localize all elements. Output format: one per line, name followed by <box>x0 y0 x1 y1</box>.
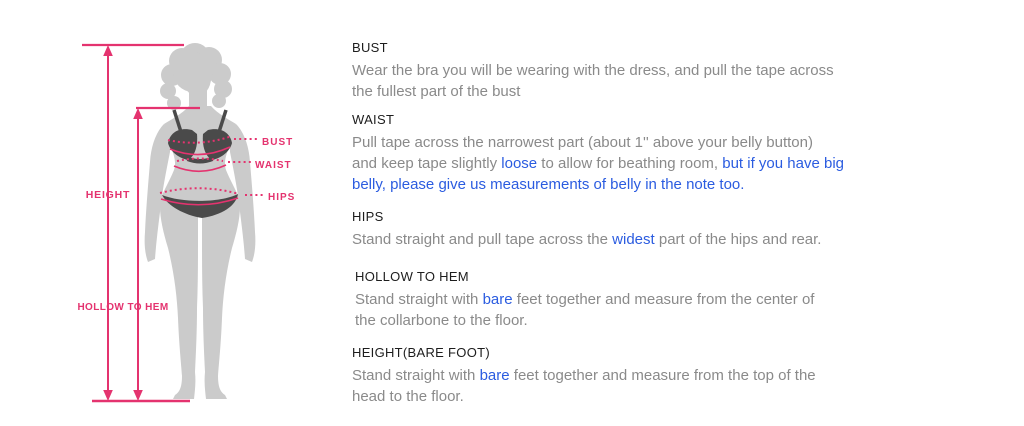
text-segment: Stand straight and pull tape across the <box>352 231 613 248</box>
height-arrow-top <box>103 45 113 56</box>
highlighted-text: belly, please give us measurements of belly in the note too. <box>352 176 745 193</box>
measurement-figure <box>0 0 340 426</box>
height-arrow-bottom <box>103 390 113 401</box>
hollow-arrow-top <box>133 108 143 119</box>
silhouette-right-leg <box>202 196 240 399</box>
highlighted-text: but if you have big <box>722 155 845 172</box>
female-silhouette <box>145 43 256 399</box>
hips-label: HIPS <box>268 192 296 203</box>
section-waist-line-1 <box>352 132 844 153</box>
text-segment: Pull tape across the narrowest part (about 1'' above your belly button) <box>352 134 813 151</box>
hollow-arrow-bottom <box>133 390 143 401</box>
section-waist-heading: WAIST <box>352 112 395 127</box>
text-segment: feet together and measure from the top of the <box>509 367 816 384</box>
text-segment: and keep tape slightly <box>352 155 502 172</box>
silhouette-left-leg <box>160 196 198 399</box>
section-height-line-1 <box>352 365 816 386</box>
highlighted-text: bare <box>482 291 513 308</box>
section-height-line-2 <box>352 386 816 407</box>
section-height-heading: HEIGHT(BARE FOOT) <box>352 345 490 360</box>
section-hips-line-1 <box>352 229 821 250</box>
section-bust-line-1 <box>352 60 834 81</box>
text-segment: Stand straight with <box>355 291 483 308</box>
text-segment: the fullest part of the bust <box>352 83 521 100</box>
section-waist-line-3 <box>352 174 844 195</box>
highlighted-text: bare <box>479 367 510 384</box>
section-waist <box>352 112 844 195</box>
text-segment: feet together and measure from the center of <box>512 291 815 308</box>
section-hips <box>352 209 821 250</box>
hollow-to-hem-label: HOLLOW TO HEM <box>77 302 169 313</box>
section-hips-heading: HIPS <box>352 209 384 224</box>
measurement-figure-panel <box>0 0 340 426</box>
section-hollow-line-2 <box>355 310 814 331</box>
bust-label: BUST <box>262 137 294 148</box>
section-hollow-line-1 <box>355 289 814 310</box>
text-segment: head to the floor. <box>352 388 464 405</box>
waist-label: WAIST <box>255 160 292 171</box>
instructions-panel <box>352 0 912 426</box>
section-waist-line-2 <box>352 153 844 174</box>
height-label: HEIGHT <box>85 189 131 201</box>
highlighted-text: widest <box>612 231 655 248</box>
text-segment: to allow for beathing room, <box>537 155 723 172</box>
text-segment: Stand straight with <box>352 367 480 384</box>
text-segment: Wear the bra you will be wearing with the dress, and pull the tape across <box>352 62 834 79</box>
section-bust-line-2 <box>352 81 834 102</box>
section-bust <box>352 40 834 102</box>
text-segment: part of the hips and rear. <box>654 231 822 248</box>
text-segment: the collarbone to the floor. <box>355 312 528 329</box>
measurement-arrows <box>103 45 143 401</box>
section-height <box>352 345 816 407</box>
silhouette-torso <box>161 106 239 205</box>
highlighted-text: loose <box>501 155 538 172</box>
section-bust-heading: BUST <box>352 40 388 55</box>
section-hollow-heading: HOLLOW TO HEM <box>355 269 469 284</box>
section-hollow-to-hem <box>355 269 814 331</box>
